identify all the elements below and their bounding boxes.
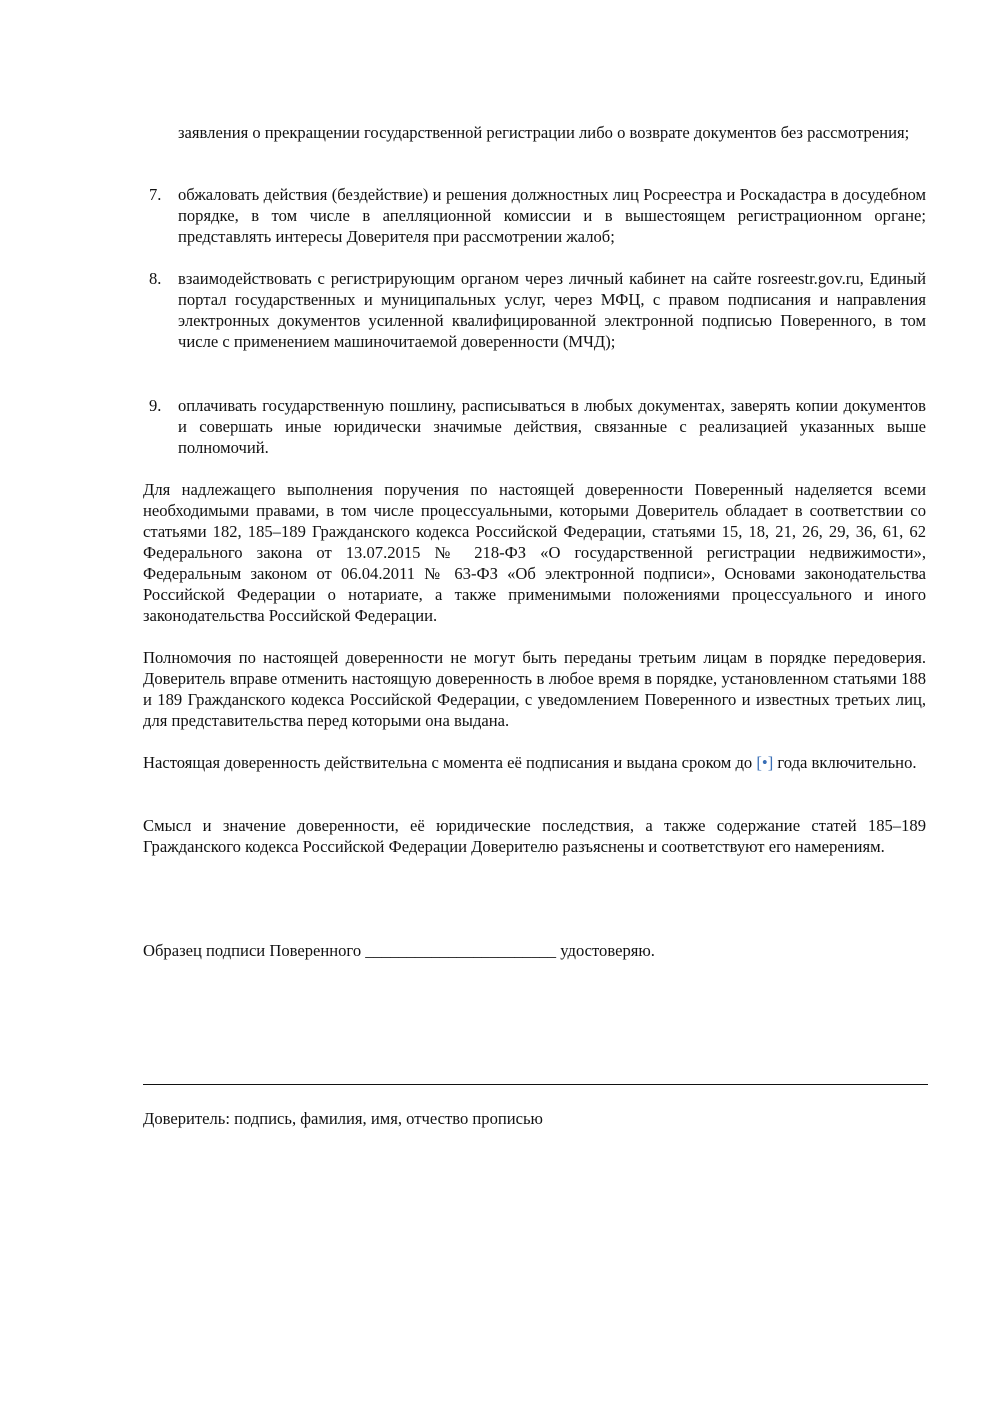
validity-text-end: года включительно. xyxy=(773,753,917,772)
list-item-text: оплачивать государственную пошлину, расписываться в любых документах, заверять копии документов и совершать иные юридически значимые действия, связанные с реализацией указанных выше полномочий. xyxy=(178,396,926,457)
rights-paragraph: Для надлежащего выполнения поручения по настоящей доверенности Поверенный наделяется всеми необходимыми правами, в том числе процессуальными, которыми Доверитель обладает в соответствии со статьями 182, 185–189 Гражданского кодекса Российской Федерации, статьями 15, 18, 21, 26, 29, 36, 61, 62 Федерального закона от 13.07.2015 № 218-ФЗ «О государственной регистрации недвижимости», Федеральным законом от 06.04.2011 № 63-ФЗ «Об электронной подписи», Основами законодательства Российской Федерации о нотариате, а также применимыми положениями процессуального и иного законодательства Российской Федерации. xyxy=(143,480,926,625)
list-item-text: взаимодействовать с регистрирующим органом через личный кабинет на сайте rosreestr.gov.ru, Единый портал государственных и муниципальных услуг, через МФЦ, с правом подписания и направления электронных документов усиленной квалифицированной электронной подписью Поверенного, в том числе с применением машиночитаемой доверенности (МЧД); xyxy=(178,269,926,351)
no-substitution-paragraph: Полномочия по настоящей доверенности не могут быть переданы третьим лицам в порядке передоверия. Доверитель вправе отменить настоящую доверенность в любое время в порядке, установленном статьями 188 и 189 Гражданского кодекса Российской Федерации, с уведомлением Поверенного и известных третьих лиц, для представительства перед которыми она выдана. xyxy=(143,648,926,730)
list-item-number: 7. xyxy=(149,185,162,204)
list-item-continuation: заявления о прекращении государственной регистрации либо о возврате документов без рассмотрения; xyxy=(178,123,910,142)
list-item-number: 9. xyxy=(149,396,162,415)
attorney-signature-sample: Образец подписи Поверенного _______________________ удостоверяю. xyxy=(143,941,655,960)
principal-signature-caption: Доверитель: подпись, фамилия, имя, отчество прописью xyxy=(143,1109,543,1128)
validity-date-placeholder: [•] xyxy=(756,753,774,772)
list-item-text: обжаловать действия (бездействие) и решения должностных лиц Росреестра и Роскадастра в досудебном порядке, в том числе в апелляционной комиссии и в вышестоящем регистрационном органе; представлять интересы Доверителя при рассмотрении жалоб; xyxy=(178,185,926,246)
validity-paragraph xyxy=(143,752,926,773)
principal-signature-line xyxy=(143,1084,928,1085)
validity-text-start: Настоящая доверенность действительна с момента её подписания и выдана сроком до xyxy=(143,753,757,772)
list-item-number: 8. xyxy=(149,269,162,288)
meaning-paragraph: Смысл и значение доверенности, её юридические последствия, а также содержание статей 185–189 Гражданского кодекса Российской Федерации Доверителю разъяснены и соответствуют его намерениям. xyxy=(143,816,926,856)
